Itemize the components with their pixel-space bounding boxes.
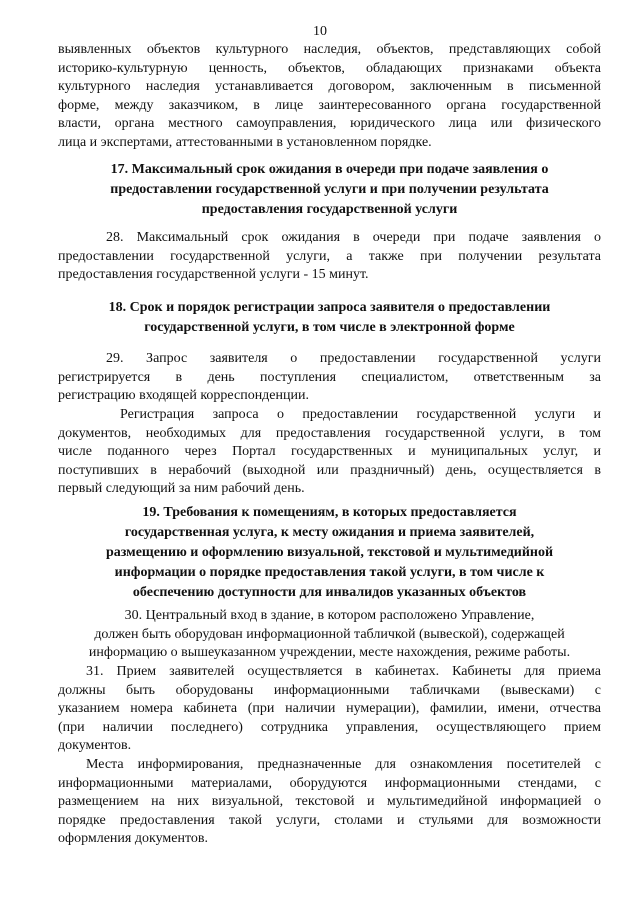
- text-line: власти, органа местного самоуправления, юридического лица или физического: [58, 116, 601, 132]
- text-line: лица и экспертами, аттестованными в установленном порядке.: [58, 134, 432, 150]
- paragraph-information-places: [58, 756, 601, 849]
- paragraph-31: [58, 663, 601, 756]
- text-line: Места информирования, предназначенные для ознакомления посетителей с: [86, 757, 601, 772]
- text-line: документов, необходимых для предоставления государственной услуги, в том: [58, 425, 601, 441]
- heading-line: государственная услуга, к месту ожидания и приема заявителей,: [124, 525, 535, 540]
- section-19-heading: [58, 503, 601, 603]
- text-line: должны быть оборудованы информационными табличками (вывесками) с: [58, 682, 601, 698]
- text-line: форме, между заказчиком, в лице заинтересованного органа государственной: [58, 97, 601, 113]
- heading-line: 18. Срок и порядок регистрации запроса заявителя о предоставлении: [108, 300, 551, 315]
- heading-line: государственной услуги, в том числе в электронной форме: [144, 320, 515, 335]
- page-number: 10: [313, 24, 327, 39]
- text-line: предоставления государственной услуги - 15 минут.: [58, 267, 369, 283]
- text-line: регистрацию входящей корреспонденции.: [58, 388, 309, 404]
- paragraph-30: [58, 607, 601, 663]
- text-line: поступивших в нерабочий (выходной или праздничный) день, осуществляется в: [58, 462, 601, 478]
- heading-line: размещению и оформлению визуальной, текстовой и мультимедийной: [105, 545, 554, 560]
- heading-line: обеспечению доступности для инвалидов указанных объектов: [132, 585, 527, 600]
- paragraph-28: [58, 229, 601, 285]
- text-line: документов.: [58, 738, 132, 754]
- text-line: указанием номера кабинета (при наличии нумерации), фамилии, имени, отчества: [58, 701, 601, 717]
- text-line: культурного наследия устанавливается договором, заключенным в письменной: [58, 79, 601, 95]
- text-line: регистрируется в день поступления специалистом, ответственным за: [58, 369, 601, 385]
- heading-line: 17. Максимальный срок ожидания в очереди при подаче заявления о: [110, 162, 549, 177]
- text-line: 28. Максимальный срок ожидания в очереди при подаче заявления о: [106, 230, 601, 245]
- text-line: информационными материалами, оборудуются информационными стендами, с: [58, 775, 601, 791]
- text-line: (при наличии последнего) сотрудника управления, осуществляющего прием: [58, 719, 601, 735]
- section-18-heading: [58, 298, 601, 338]
- text-line: историко-культурную ценность, объектов, обладающих признаками объекта: [58, 60, 601, 76]
- text-line: размещением на них визуальной, текстовой и мультимедийной информацией о: [58, 794, 601, 810]
- paragraph-29-registration: [58, 406, 601, 499]
- paragraph-29: [58, 350, 601, 406]
- heading-line: 19. Требования к помещениям, в которых предоставляется: [142, 505, 517, 520]
- text-line: выявленных объектов культурного наследия, объектов, представляющих собой: [58, 42, 601, 57]
- text-line: информацию о вышеуказанном учреждении, месте нахождения, режиме работы.: [88, 645, 571, 661]
- text-line: порядке предоставления такой услуги, столами и стульями для возможности: [58, 812, 601, 828]
- text-line: Регистрация запроса о предоставлении государственной услуги и: [120, 407, 601, 422]
- intro-paragraph: [58, 41, 601, 153]
- text-line: 31. Прием заявителей осуществляется в кабинетах. Кабинеты для приема: [86, 664, 601, 679]
- text-line: должен быть оборудован информационной табличкой (вывеской), содержащей: [94, 626, 565, 642]
- section-17-heading: [58, 160, 601, 220]
- text-line: предоставлении государственной услуги, а также при получении результата: [58, 248, 601, 264]
- text-line: 30. Центральный вход в здание, в котором расположено Управление,: [124, 608, 535, 623]
- heading-line: предоставлении государственной услуги и при получении результата: [110, 182, 549, 197]
- text-line: оформления документов.: [58, 831, 208, 847]
- heading-line: предоставления государственной услуги: [201, 202, 458, 217]
- text-line: первый следующий за ним рабочий день.: [58, 481, 305, 497]
- text-line: числе поданного через Портал государственных и муниципальных услуг, и: [58, 444, 601, 460]
- text-line: 29. Запрос заявителя о предоставлении государственной услуги: [106, 351, 601, 366]
- heading-line: информации о порядке предоставления такой услуги, в том числе к: [114, 565, 545, 580]
